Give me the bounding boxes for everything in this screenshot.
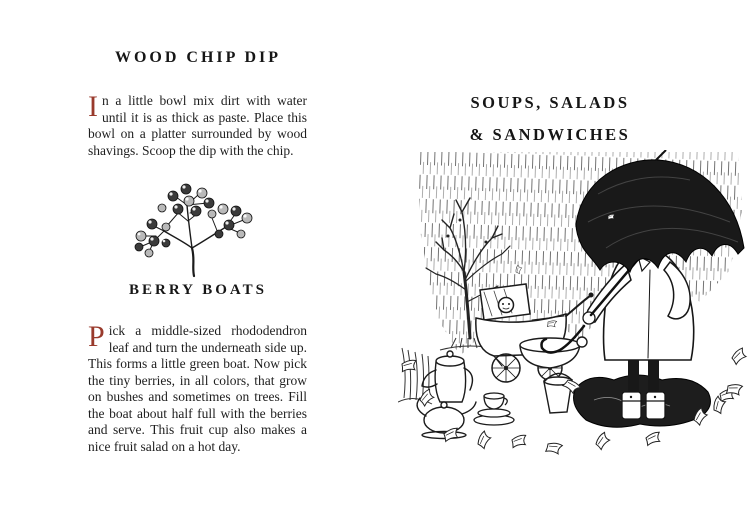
berry-sprig-illustration (132, 181, 256, 278)
recipe-body-berry-boats (88, 320, 307, 455)
berries (135, 184, 252, 257)
drop-cap-p: P (88, 320, 105, 353)
leaf-pile (574, 375, 711, 427)
recipe-title-berry-boats: BERRY BOATS (129, 282, 267, 298)
recipe-text-berry-boats: ick a middle-sized rhododendron leaf and turn the underneath side up. This forms a little green boat. Now pick the tiny berries, in all colors, that grow on bushes and sometimes on trees. Fill the boat about half full with the berries and serve. This fruit cup also makes a nice fruit salad on a hot day. (88, 323, 307, 454)
pram-doll (499, 298, 514, 313)
recipe-title-wood-chip-dip: WOOD CHIP DIP (114, 49, 282, 66)
cup-and-saucer-stack (474, 393, 514, 425)
toy-bucket (544, 373, 572, 413)
section-title-line-2: & SANDWICHES (469, 125, 631, 144)
section-title-line-1: SOUPS, SALADS (470, 93, 630, 112)
rainy-day-illustration (398, 150, 750, 462)
recipe-body-wood-chip-dip (88, 90, 307, 159)
drop-cap-i: I (88, 90, 98, 123)
recipe-text-wood-chip-dip: n a little bowl mix dirt with water until it is as thick as paste. Place this bowl on a platter surrounded by wood shavings. Scoop the dip with the chip. (88, 93, 307, 158)
